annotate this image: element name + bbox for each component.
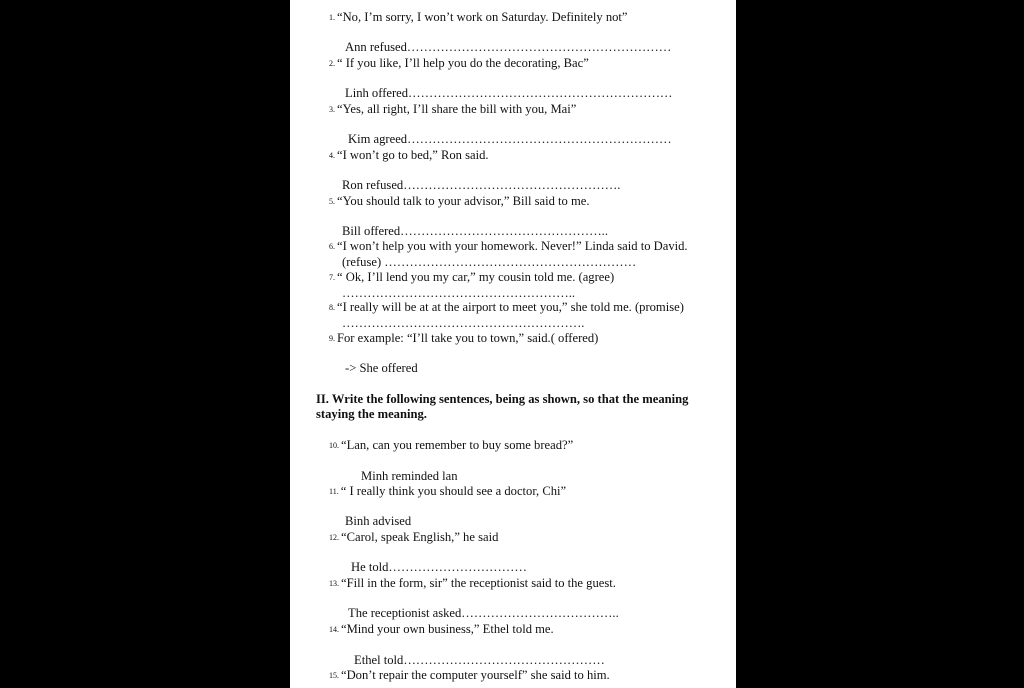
exercise-14-prompt: 14. “Mind your own business,” Ethel told me.	[329, 622, 554, 636]
exercise-13-prompt: 13. “Fill in the form, sir” the receptionist said to the guest.	[329, 576, 616, 590]
exercise-5-prompt: 5. “You should talk to your advisor,” Bill said to me.	[329, 194, 590, 208]
exercise-7-answer: ………………………………………………..	[342, 286, 575, 300]
exercise-6-answer: (refuse) ……………………………………………………	[342, 255, 637, 269]
exercise-2-prompt: 2. “ If you like, I’ll help you do the decorating, Bac”	[329, 56, 589, 70]
section-2-heading-line-2: staying the meaning.	[316, 407, 427, 421]
exercise-10-prompt: 10. “Lan, can you remember to buy some bread?”	[329, 438, 574, 452]
exercise-4-answer: Ron refused…………………………………………….	[342, 178, 621, 192]
exercise-12-prompt: 12. “Carol, speak English,” he said	[329, 530, 499, 544]
exercise-4-prompt: 4. “I won’t go to bed,” Ron said.	[329, 148, 489, 162]
exercise-3-answer: Kim agreed………………………………………………………	[348, 132, 672, 146]
exercise-15-prompt: 15. “Don’t repair the computer yourself” she said to him.	[329, 668, 610, 682]
exercise-8-answer: ………………………………………………….	[342, 316, 585, 330]
exercise-1-answer: Ann refused………………………………………………………	[345, 40, 672, 54]
exercise-5-answer: Bill offered…………………………………………..	[342, 224, 608, 238]
worksheet-page	[290, 0, 736, 688]
exercise-14-answer: Ethel told…………………………………………	[354, 653, 605, 667]
exercise-11-prompt: 11. “ I really think you should see a doctor, Chi”	[329, 484, 567, 498]
exercise-3-prompt: 3. “Yes, all right, I’ll share the bill with you, Mai”	[329, 102, 577, 116]
exercise-13-answer: The receptionist asked………………………………..	[348, 606, 619, 620]
exercise-9-prompt: 9. For example: “I’ll take you to town,” said.( offered)	[329, 331, 599, 345]
exercise-12-answer: He told……………………………	[351, 560, 527, 574]
exercise-8-prompt: 8. “I really will be at at the airport to meet you,” she told me. (promise)	[329, 300, 684, 314]
exercise-7-prompt: 7. “ Ok, I’ll lend you my car,” my cousin told me. (agree)	[329, 270, 615, 284]
exercise-1-prompt: 1. “No, I’m sorry, I won’t work on Saturday. Definitely not”	[329, 10, 628, 24]
exercise-11-answer: Binh advised	[345, 514, 412, 528]
exercise-10-answer: Minh reminded lan	[361, 469, 458, 483]
exercise-9-answer: -> She offered	[345, 361, 418, 375]
exercise-6-prompt: 6. “I won’t help you with your homework. Never!” Linda said to David.	[329, 239, 688, 253]
exercise-2-answer: Linh offered………………………………………………………	[345, 86, 673, 100]
section-2-heading-line-1: II. Write the following sentences, being as shown, so that the meaning	[316, 392, 689, 406]
